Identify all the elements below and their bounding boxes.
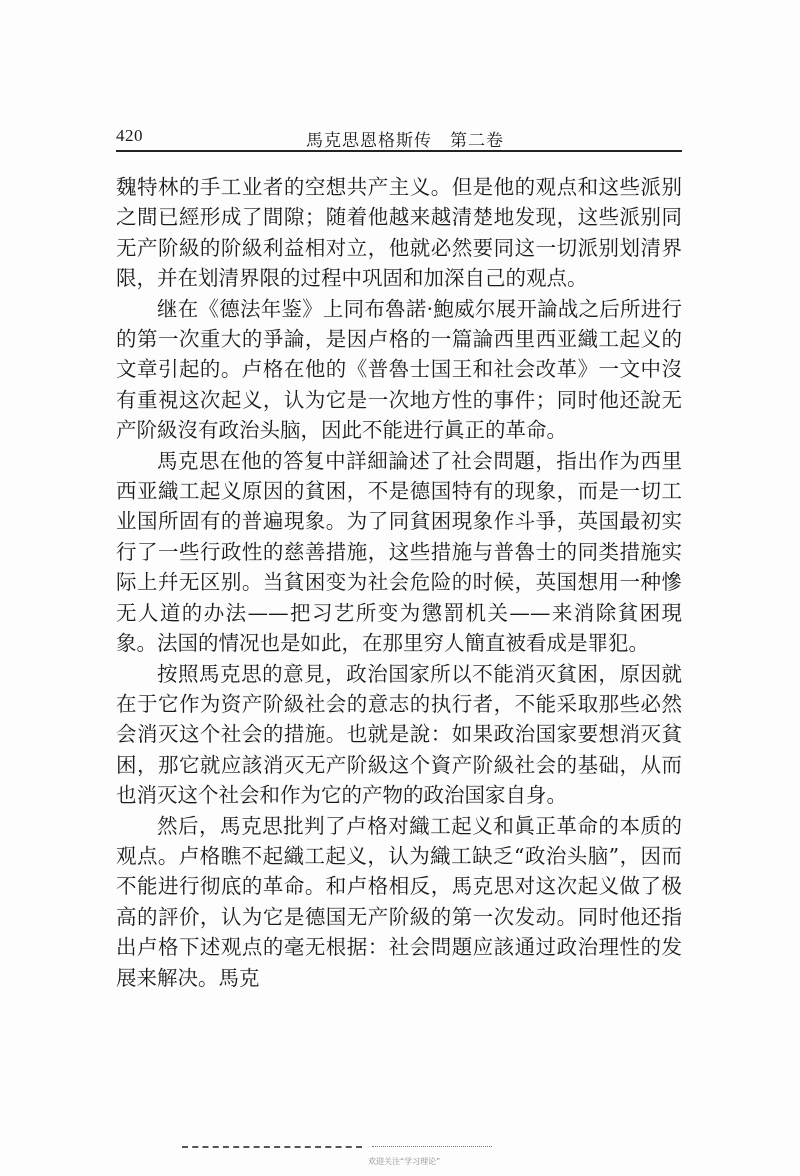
paragraph-2: 继在《德法年鉴》上同布魯諾·鮑威尔展开論战之后所进行的第一次重大的爭論，是因卢格的一篇論西里西亚織工起义的文章引起的。卢格在他的《普魯士国王和社会改革》一文中沒有重視这次起义，认为它是一次地方性的事件；同时他还說无产阶級沒有政治头脑，因此不能进行眞正的革命。	[116, 296, 682, 443]
body-text	[116, 172, 682, 993]
page-number: 420	[116, 126, 143, 145]
scan-artifact-rule	[182, 1146, 362, 1148]
watermark: 欢迎关注“学习理论”	[368, 1157, 441, 1166]
book-title: 馬克思恩格斯传 第二卷	[306, 131, 504, 151]
paragraph-1: 魏特林的手工业者的空想共产主义。但是他的观点和这些派别之間已經形成了間隙；随着他越来越清楚地发现，这些派别同无产阶級的阶級利益相对立，他就必然要同这一切派别划清界限，并在划清界限的过程中巩固和加深自己的观点。	[116, 175, 682, 291]
scan-artifact-rule-2	[372, 1146, 492, 1147]
paragraph-5: 然后，馬克思批判了卢格对織工起义和眞正革命的本质的观点。卢格瞧不起織工起义，认为織工缺乏“政治头脑”，因而不能进行彻底的革命。和卢格相反，馬克思对这次起义做了极高的評价，认为它是德国无产阶級的第一次发动。同时他还指出卢格下述观点的毫无根据：社会問題应該通过政治理性的发展来解决。馬克	[116, 813, 682, 990]
running-header	[116, 118, 682, 152]
paragraph-4: 按照馬克思的意見，政治国家所以不能消灭貧困，原因就在于它作为资产阶級社会的意志的执行者，不能采取那些必然会消灭这个社会的措施。也就是說：如果政治国家要想消灭貧困，那它就应該消灭无产阶級这个資产阶級社会的基础，从而也消灭这个社会和作为它的产物的政治国家自身。	[116, 661, 682, 808]
paragraph-3: 馬克思在他的答复中詳細論述了社会問題，指出作为西里西亚織工起义原因的貧困，不是德国特有的现象，而是一切工业国所固有的普遍現象。为了同貧困現象作斗爭，英国最初实行了一些行政性的慈善措施，这些措施与普魯士的同类措施实际上幷无区别。当貧困变为社会危险的时候，英国想用一种慘无人道的办法——把习艺所变为懲罰机关——来消除貧困現象。法国的情况也是如此，在那里穷人簡直被看成是罪犯。	[116, 448, 682, 656]
